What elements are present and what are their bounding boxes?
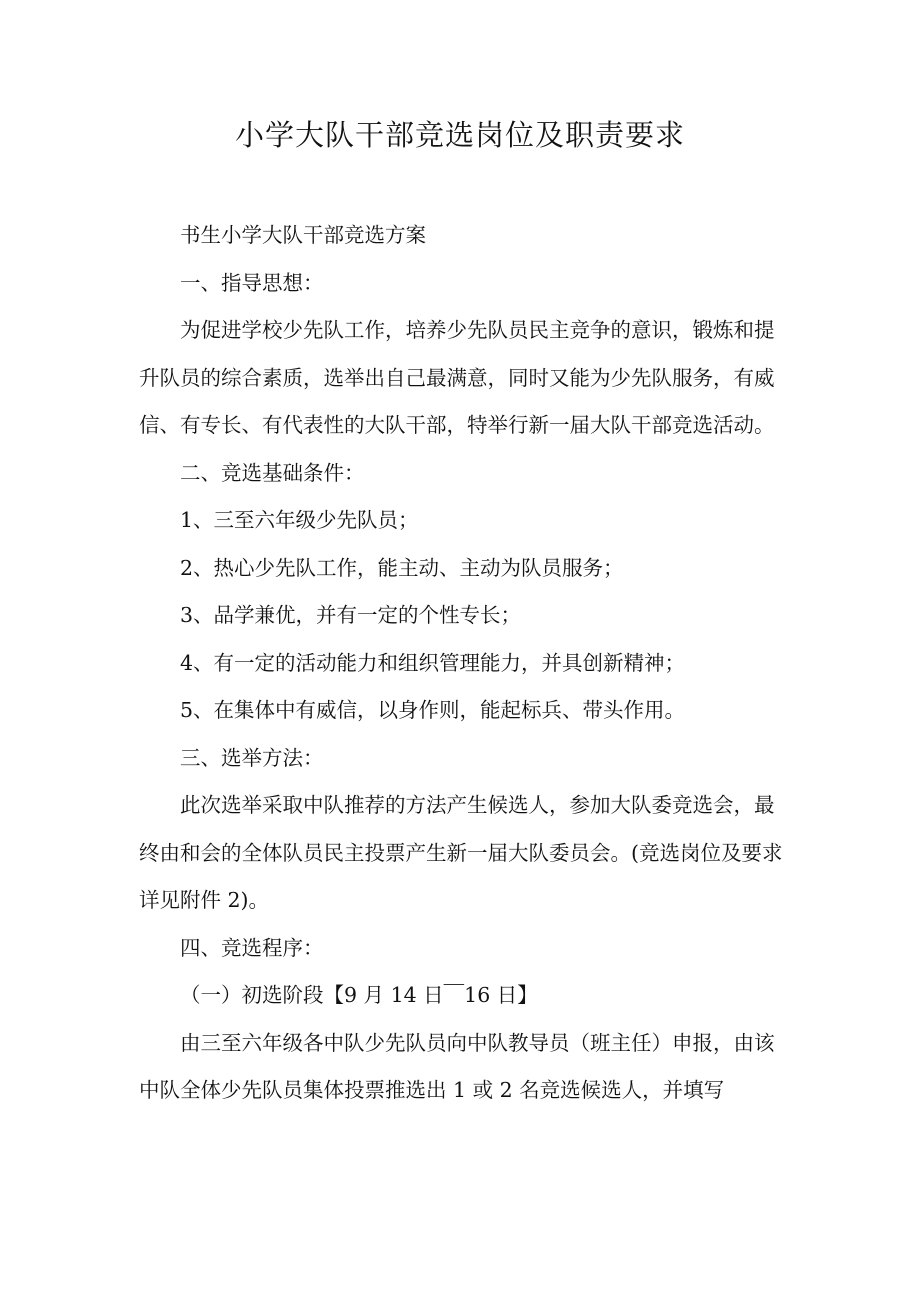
paragraph-guiding-idea: 为促进学校少先队工作，培养少先队员民主竞争的意识，锻炼和提升队员的综合素质，选举出自己最满意，同时又能为少先队服务，有威信、有专长、有代表性的大队干部，特举行新一届大队干部竞选活动。 bbox=[139, 318, 775, 437]
section-heading-guiding-idea: 一、指导思想： bbox=[180, 270, 324, 295]
document-body bbox=[139, 212, 789, 1115]
subsection-heading-preliminary: （一）初选阶段【9 月 14 日￣16 日】 bbox=[180, 983, 538, 1007]
paragraph-election-method: 此次选举采取中队推荐的方法产生候选人，参加大队委竞选会，最终由和会的全体队员民主投票产生新一届大队委员会。(竞选岗位及要求详见附件 2)。 bbox=[139, 793, 783, 912]
condition-item-5: 5、在集体中有威信，以身作则，能起标兵、带头作用。 bbox=[180, 698, 686, 722]
condition-item-1: 1、三至六年级少先队员； bbox=[180, 508, 419, 532]
plan-title: 书生小学大队干部竞选方案 bbox=[180, 223, 426, 247]
section-heading-procedure: 四、竞选程序： bbox=[180, 935, 324, 960]
section-heading-election-method: 三、选举方法： bbox=[180, 745, 324, 770]
condition-item-2: 2、热心少先队工作，能主动、主动为队员服务； bbox=[180, 555, 624, 580]
condition-item-3: 3、品学兼优，并有一定的个性专长； bbox=[180, 603, 522, 627]
document-title: 小学大队干部竞选岗位及职责要求 bbox=[234, 118, 685, 152]
section-heading-basic-conditions: 二、竞选基础条件： bbox=[180, 460, 365, 485]
condition-item-4: 4、有一定的活动能力和组织管理能力，并具创新精神； bbox=[180, 650, 686, 675]
paragraph-preliminary: 由三至六年级各中队少先队员向中队教导员（班主任）申报，由该中队全体少先队员集体投票推选出 1 或 2 名竞选候选人，并填写 bbox=[139, 1030, 775, 1102]
